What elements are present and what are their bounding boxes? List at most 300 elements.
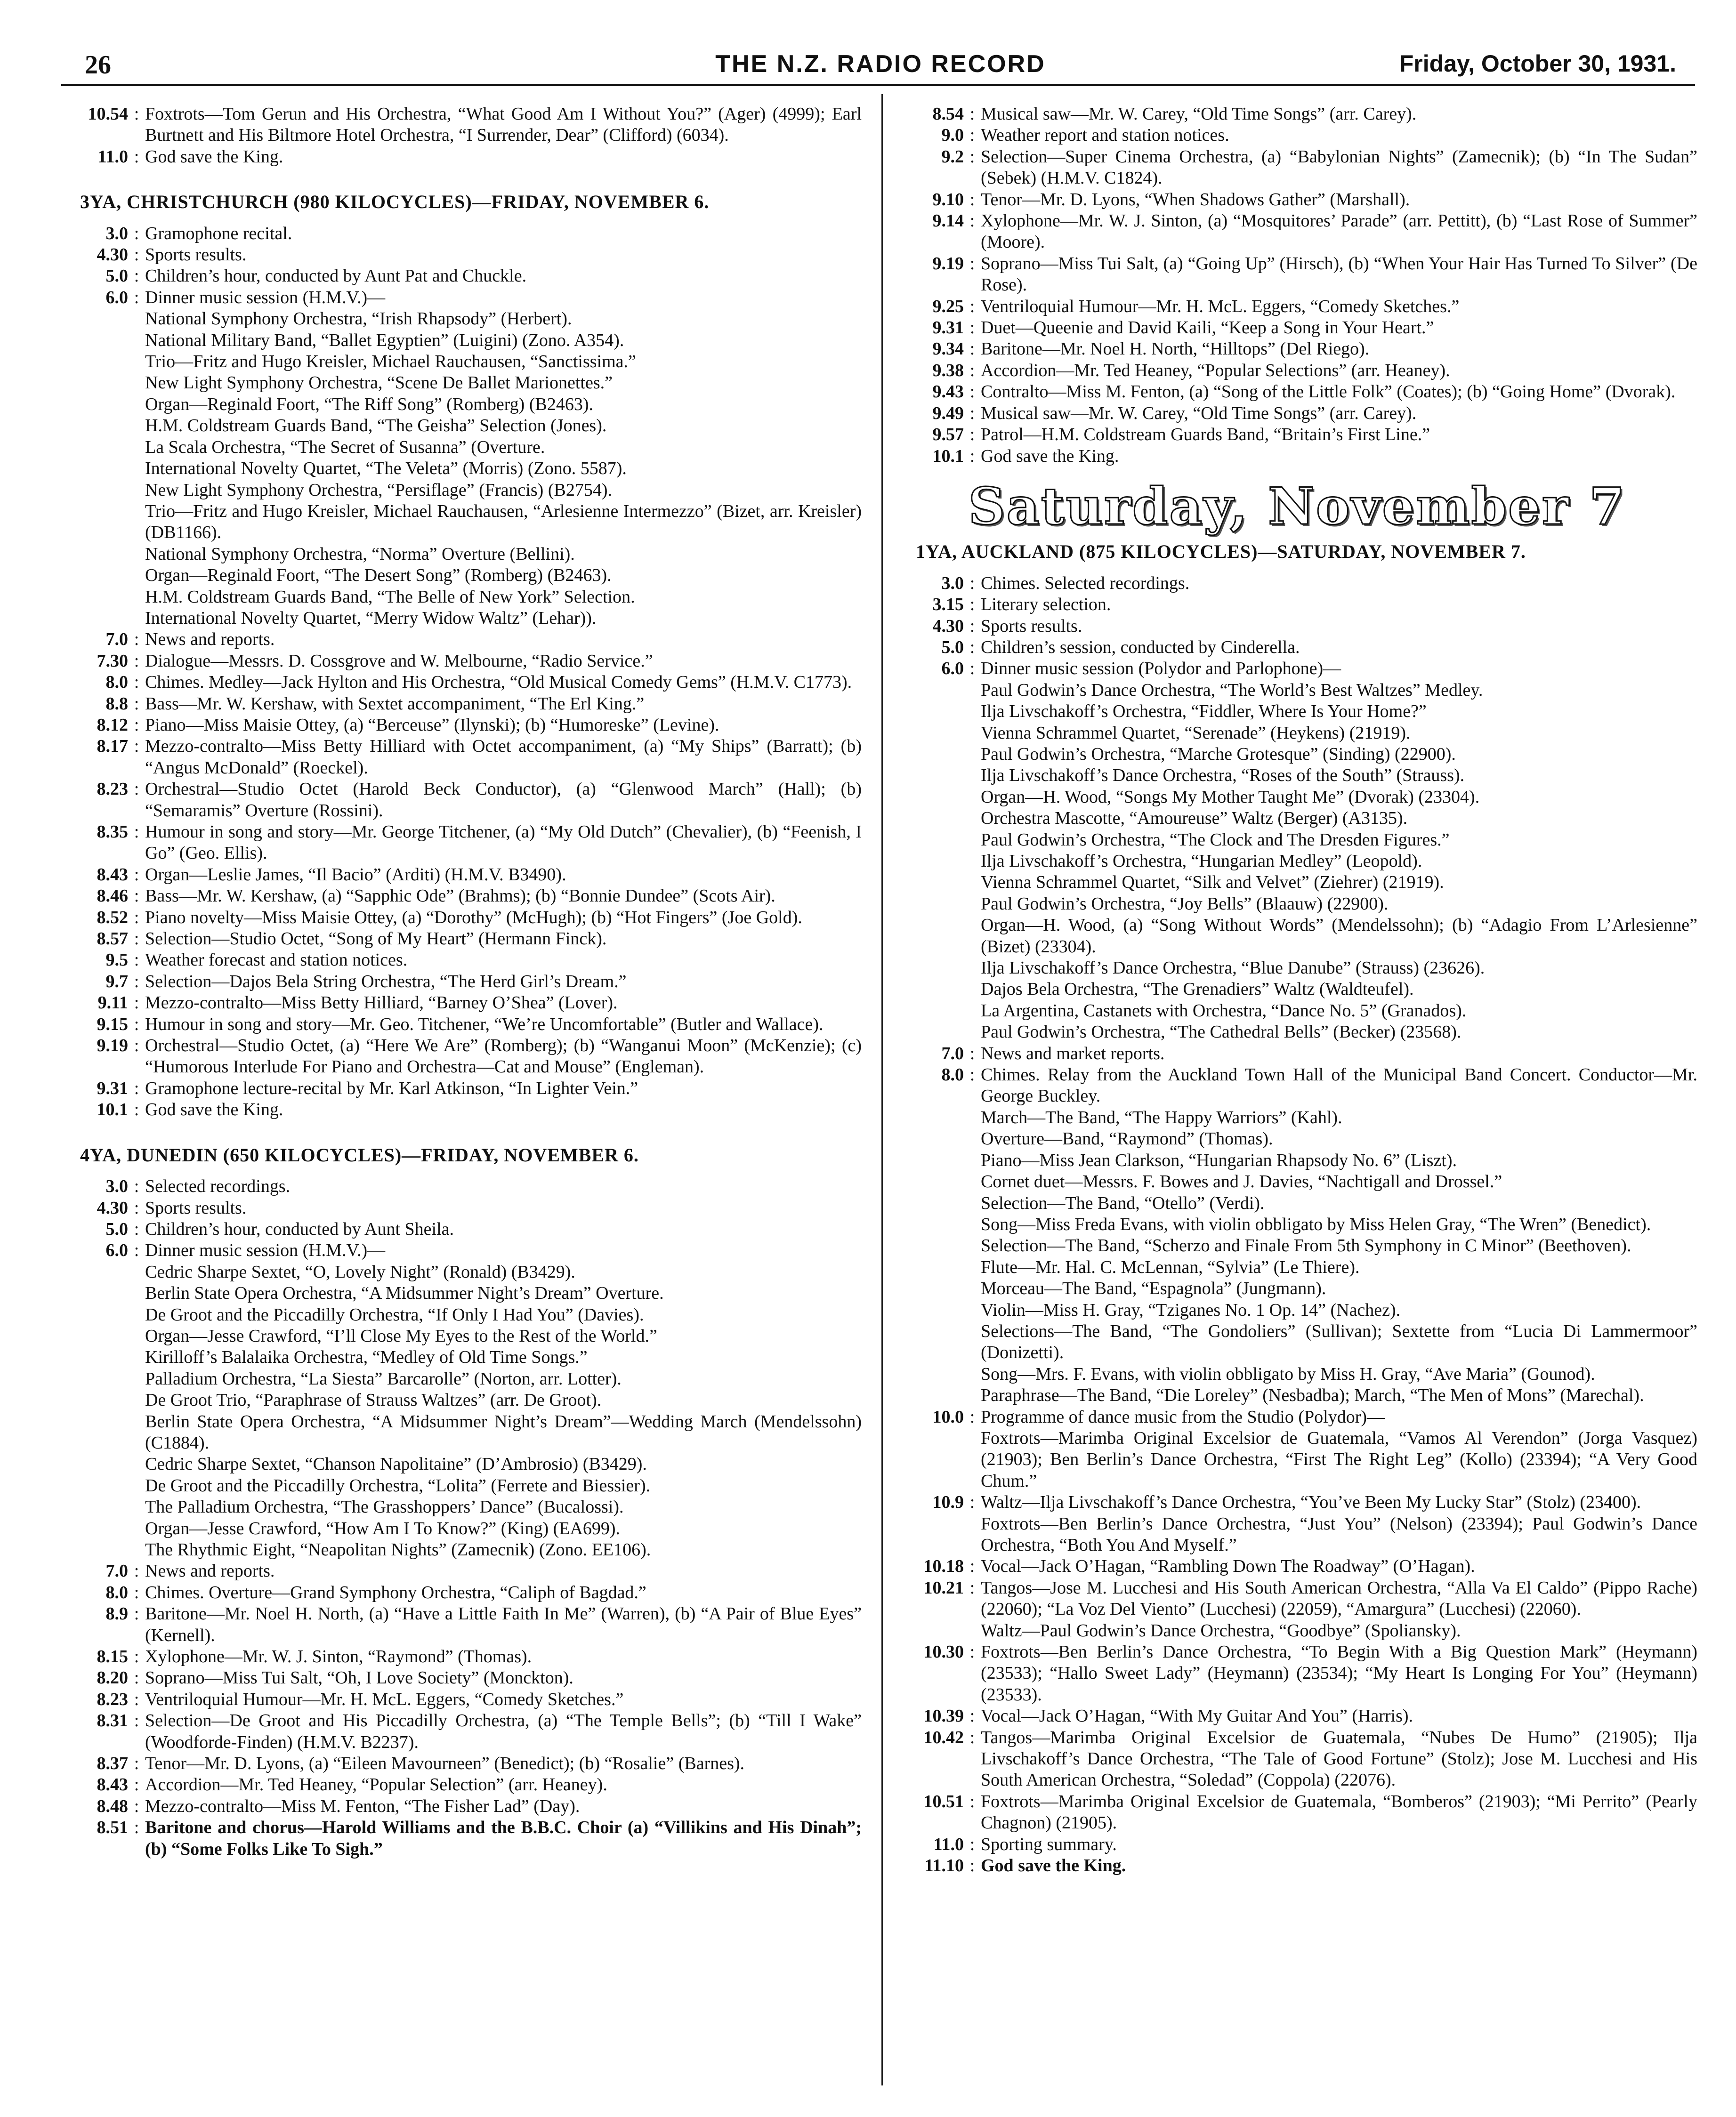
programme-time: 4.30 — [97, 1198, 128, 1218]
time-separator: : — [134, 629, 139, 650]
programme-item — [897, 1727, 1697, 1791]
time-separator: : — [134, 287, 139, 307]
programme-subitem — [61, 1326, 862, 1347]
programme-time: 8.23 — [97, 1689, 128, 1709]
programme-text: Tenor—Mr. D. Lyons, “When Shadows Gather” (Marshall). — [981, 189, 1410, 209]
programme-text: Children’s hour, conducted by Aunt Pat and Chuckle. — [145, 266, 527, 286]
programme-item — [897, 594, 1697, 615]
programme-text: H.M. Coldstream Guards Band, “The Belle of New York” Selection. — [145, 587, 635, 607]
time-separator: : — [134, 1198, 139, 1218]
programme-text: Gramophone recital. — [145, 223, 292, 243]
programme-subitem — [61, 330, 862, 351]
programme-text: Flute—Mr. Hal. C. McLennan, “Sylvia” (Le Thiere). — [981, 1257, 1360, 1277]
programme-text: Foxtrots—Ben Berlin’s Dance Orchestra, “Just You” (Nelson) (23394); Paul Godwin’s Dance Orchestra, “Both You And Myself.” — [981, 1513, 1697, 1555]
programme-time: 10.18 — [923, 1556, 964, 1577]
programme-text: God save the King. — [981, 1856, 1126, 1876]
programme-time: 10.54 — [88, 104, 128, 124]
time-separator: : — [134, 1796, 139, 1816]
programme-text: Humour in song and story—Mr. Geo. Titchener, “We’re Uncomfortable” (Butler and Wallace). — [145, 1014, 824, 1034]
page-number: 26 — [85, 50, 111, 80]
programme-item — [897, 210, 1697, 253]
programme-text: Baritone—Mr. Noel H. North, (a) “Have a Little Faith In Me” (Warren), (b) “A Pair of Blue Eyes” (Kernell). — [145, 1604, 862, 1645]
programme-text: New Light Symphony Orchestra, “Scene De Ballet Marionettes.” — [145, 373, 613, 393]
programme-text: Piano novelty—Miss Maisie Ottey, (a) “Dorothy” (McHugh); (b) “Hot Fingers” (Joe Gold). — [145, 907, 802, 927]
time-separator: : — [134, 1561, 139, 1581]
programme-time: 8.51 — [97, 1818, 128, 1838]
programme-time: 9.5 — [105, 950, 128, 970]
programme-subitem — [61, 415, 862, 436]
time-separator: : — [134, 1604, 139, 1624]
programme-text: Violin—Miss H. Gray, “Tziganes No. 1 Op. 14” (Nachez). — [981, 1300, 1401, 1320]
programme-item — [897, 1706, 1697, 1727]
time-separator: : — [969, 1556, 975, 1577]
programme-time: 9.38 — [932, 360, 964, 380]
programme-item — [897, 317, 1697, 338]
programme-text: Tenor—Mr. D. Lyons, (a) “Eileen Mavourneen” (Benedict); (b) “Rosalie” (Barnes). — [145, 1754, 745, 1774]
programme-item — [897, 125, 1697, 146]
time-separator: : — [969, 446, 975, 466]
programme-item — [61, 1582, 862, 1603]
time-separator: : — [969, 403, 975, 423]
programme-item — [897, 296, 1697, 317]
programme-time: 8.0 — [941, 1065, 964, 1085]
programme-time: 8.0 — [105, 1582, 128, 1602]
programme-time: 10.30 — [923, 1642, 964, 1662]
programme-time: 10.0 — [932, 1407, 964, 1427]
programme-subitem — [61, 1454, 862, 1475]
programme-text: International Novelty Quartet, “The Veleta” (Morris) (Zono. 5587). — [145, 459, 627, 479]
programme-time: 10.42 — [923, 1727, 964, 1747]
programme-text: Dinner music session (H.M.V.)— — [145, 1240, 386, 1261]
programme-time: 8.35 — [97, 822, 128, 842]
programme-time: 4.30 — [932, 616, 964, 636]
programme-text: Weather report and station notices. — [981, 125, 1229, 145]
programme-subitem — [61, 1497, 862, 1518]
programme-time: 10.39 — [923, 1706, 964, 1726]
programme-time: 8.9 — [105, 1604, 128, 1624]
programme-item — [61, 266, 862, 287]
programme-text: Sports results. — [145, 245, 247, 265]
time-separator: : — [134, 971, 139, 991]
programme-text: Sporting summary. — [981, 1834, 1117, 1854]
time-separator: : — [134, 779, 139, 799]
time-separator: : — [969, 1407, 975, 1427]
programme-text: Orchestral—Studio Octet, (a) “Here We Are” (Romberg); (b) “Wanganui Moon” (McKenzie); (c) “Humorous Interlude For Piano and Orchestra—Cat and Mouse” (Engleman). — [145, 1036, 862, 1077]
programme-text: Patrol—H.M. Coldstream Guards Band, “Britain’s First Line.” — [981, 425, 1430, 445]
programme-text: Foxtrots—Ben Berlin’s Dance Orchestra, “To Begin With a Big Question Mark” (Heymann) (23533); “Hallo Sweet Lady” (Heymann) (23534); “My Heart Is Longing For You” (Heymann) (23533). — [981, 1642, 1697, 1705]
programme-item — [61, 146, 862, 168]
programme-text: The Rhythmic Eight, “Neapolitan Nights” (Zamecnik) (Zono. EE106). — [145, 1540, 651, 1560]
time-separator: : — [969, 339, 975, 359]
programme-text: Berlin State Opera Orchestra, “A Midsummer Night’s Dream”—Wedding March (Mendelssohn) (C1884). — [145, 1411, 862, 1453]
programme-text: Cornet duet—Messrs. F. Bowes and J. Davies, “Nachtigall and Drossel.” — [981, 1172, 1502, 1192]
time-separator: : — [134, 651, 139, 671]
programme-subitem — [897, 787, 1697, 808]
programme-item — [897, 658, 1697, 679]
programme-text: Organ—Reginald Foort, “The Desert Song” (Romberg) (B2463). — [145, 565, 612, 586]
programme-subitem — [897, 1620, 1697, 1642]
programme-text: News and reports. — [145, 629, 275, 650]
programme-subitem — [61, 480, 862, 501]
programme-item — [61, 629, 862, 650]
programme-item — [897, 446, 1697, 467]
programme-item — [61, 223, 862, 244]
programme-text: Mezzo-contralto—Miss Betty Hilliard with Octet accompaniment, (a) “My Ships” (Barratt); (b) “Angus McDonald” (Roeckel). — [145, 736, 862, 778]
programme-subitem — [61, 1368, 862, 1390]
time-separator: : — [969, 573, 975, 593]
programme-text: Bass—Mr. W. Kershaw, (a) “Sapphic Ode” (Brahms); (b) “Bonnie Dundee” (Scots Air). — [145, 886, 775, 906]
programme-time: 8.0 — [105, 672, 128, 692]
programme-text: Mezzo-contralto—Miss Betty Hilliard, “Barney O’Shea” (Lover). — [145, 993, 618, 1013]
programme-item — [61, 1561, 862, 1582]
time-separator: : — [969, 595, 975, 615]
programme-subitem — [897, 1214, 1697, 1235]
programme-text: Bass—Mr. W. Kershaw, with Sextet accompaniment, “The Erl King.” — [145, 693, 645, 714]
programme-item — [897, 1642, 1697, 1706]
programme-item — [61, 1667, 862, 1689]
time-separator: : — [134, 950, 139, 970]
time-separator: : — [134, 1689, 139, 1709]
programme-item — [61, 693, 862, 715]
programme-subitem — [61, 1283, 862, 1304]
programme-time: 9.19 — [932, 253, 964, 274]
time-separator: : — [969, 1065, 975, 1085]
programme-text: Foxtrots—Marimba Original Excelsior de Guatemala, “Vamos Al Verendon” (Jorga Vasquez) (21903); Ben Berlin’s Dance Orchestra, “First The Right Leg” (Kollo) (23394); “A Very Good Chum.” — [981, 1428, 1697, 1491]
time-separator: : — [134, 1775, 139, 1795]
programme-text: National Symphony Orchestra, “Norma” Overture (Bellini). — [145, 544, 575, 564]
programme-text: Selection—De Groot and His Piccadilly Orchestra, (a) “The Temple Bells”; (b) “Till I Wake” (Woodforde-Finden) (H.M.V. B2237). — [145, 1711, 862, 1752]
programme-text: Organ—Jesse Crawford, “I’ll Close My Eyes to the Rest of the World.” — [145, 1326, 657, 1346]
header-rule — [61, 84, 1695, 86]
programme-item — [61, 950, 862, 971]
programme-text: Organ—Reginald Foort, “The Riff Song” (Romberg) (B2463). — [145, 394, 593, 414]
programme-subitem — [897, 851, 1697, 872]
programme-text: March—The Band, “The Happy Warriors” (Kahl). — [981, 1107, 1342, 1127]
programme-text: Selection—Super Cinema Orchestra, (a) “Babylonian Nights” (Zamecnik); (b) “In The Sudan” (Sebek) (H.M.V. C1824). — [981, 146, 1697, 188]
time-separator: : — [134, 223, 139, 243]
time-separator: : — [134, 104, 139, 124]
time-separator: : — [969, 1727, 975, 1747]
programme-time: 9.19 — [97, 1036, 128, 1056]
time-separator: : — [969, 360, 975, 380]
programme-time: 8.48 — [97, 1796, 128, 1816]
programme-text: The Palladium Orchestra, “The Grasshoppers’ Dance” (Bucalossi). — [145, 1497, 624, 1517]
programme-subitem — [61, 501, 862, 544]
programme-time: 8.15 — [97, 1647, 128, 1667]
programme-text: Paul Godwin’s Orchestra, “Joy Bells” (Blaauw) (22900). — [981, 893, 1389, 914]
time-separator: : — [134, 822, 139, 842]
time-separator: : — [134, 886, 139, 906]
programme-text: Chimes. Overture—Grand Symphony Orchestra, “Caliph of Bagdad.” — [145, 1582, 646, 1602]
programme-text: Programme of dance music from the Studio (Polydor)— — [981, 1407, 1385, 1427]
time-separator: : — [134, 672, 139, 692]
programme-time: 9.25 — [932, 296, 964, 316]
time-separator: : — [134, 266, 139, 286]
programme-item — [61, 244, 862, 266]
time-separator: : — [134, 693, 139, 714]
programme-text: Dialogue—Messrs. D. Cossgrove and W. Melbourne, “Radio Service.” — [145, 651, 653, 671]
programme-item — [61, 907, 862, 928]
time-separator: : — [969, 318, 975, 338]
programme-item — [61, 1014, 862, 1035]
programme-time: 8.54 — [932, 104, 964, 124]
programme-time: 8.43 — [97, 864, 128, 885]
time-separator: : — [134, 245, 139, 265]
programme-time: 8.43 — [97, 1775, 128, 1795]
programme-text: Accordion—Mr. Ted Heaney, “Popular Selections” (arr. Heaney). — [981, 360, 1450, 380]
programme-text: Literary selection. — [981, 595, 1111, 615]
programme-time: 8.17 — [97, 736, 128, 757]
publication-title: THE N.Z. RADIO RECORD — [715, 50, 1046, 78]
programme-text: Paraphrase—The Band, “Die Loreley” (Nesbadba); March, “The Men of Mons” (Marechal). — [981, 1385, 1644, 1406]
time-separator: : — [969, 211, 975, 231]
programme-text: De Groot and the Piccadilly Orchestra, “If Only I Had You” (Davies). — [145, 1304, 644, 1325]
programme-item — [61, 287, 862, 308]
programme-time: 7.0 — [105, 1561, 128, 1581]
programme-item — [897, 637, 1697, 658]
programme-item — [897, 1855, 1697, 1876]
programme-item — [61, 1796, 862, 1817]
programme-subitem — [61, 1475, 862, 1497]
programme-subitem — [897, 1000, 1697, 1022]
programme-item — [897, 1043, 1697, 1064]
programme-time: 5.0 — [105, 1219, 128, 1239]
programme-text: Ilja Livschakoff’s Dance Orchestra, “Roses of the South” (Strauss). — [981, 765, 1465, 786]
programme-text: Chimes. Medley—Jack Hylton and His Orchestra, “Old Musical Comedy Gems” (H.M.V. C1773). — [145, 672, 852, 692]
programme-text: God save the King. — [145, 146, 283, 167]
programme-subitem — [61, 351, 862, 372]
programme-item — [61, 992, 862, 1014]
time-separator: : — [134, 864, 139, 885]
time-separator: : — [134, 1219, 139, 1239]
programme-item — [897, 1556, 1697, 1577]
programme-subitem — [61, 1518, 862, 1539]
programme-text: Palladium Orchestra, “La Siesta” Barcarolle” (Norton, arr. Lotter). — [145, 1368, 622, 1389]
programme-subitem — [897, 1364, 1697, 1385]
programme-time: 8.57 — [97, 929, 128, 949]
time-separator: : — [969, 1791, 975, 1811]
programme-time: 6.0 — [105, 1240, 128, 1261]
programme-text: Weather forecast and station notices. — [145, 950, 408, 970]
programme-subitem — [897, 1150, 1697, 1171]
programme-item — [61, 1603, 862, 1646]
programme-time: 6.0 — [941, 659, 964, 679]
programme-time: 11.0 — [933, 1834, 964, 1854]
programme-time: 9.31 — [932, 318, 964, 338]
programme-item — [61, 1710, 862, 1753]
programme-text: Paul Godwin’s Orchestra, “The Cathedral Bells” (Becker) (23568). — [981, 1022, 1461, 1042]
time-separator: : — [969, 146, 975, 167]
time-separator: : — [969, 1578, 975, 1598]
programme-text: Organ—H. Wood, (a) “Song Without Words” (Mendelssohn); (b) “Adagio From L’Arlesienne” (Bizet) (23304). — [981, 915, 1697, 957]
programme-text: Sports results. — [981, 616, 1082, 636]
time-separator: : — [969, 1492, 975, 1513]
programme-time: 9.11 — [97, 993, 128, 1013]
programme-text: La Scala Orchestra, “The Secret of Susanna” (Overture. — [145, 437, 545, 457]
programme-subitem — [61, 458, 862, 479]
programme-text: Chimes. Selected recordings. — [981, 573, 1190, 593]
time-separator: : — [969, 296, 975, 316]
time-separator: : — [134, 1176, 139, 1197]
programme-text: God save the King. — [981, 446, 1119, 466]
programme-text: Ilja Livschakoff’s Dance Orchestra, “Blue Danube” (Strauss) (23626). — [981, 958, 1485, 978]
programme-text: Vienna Schrammel Quartet, “Silk and Velvet” (Ziehrer) (21919). — [981, 872, 1444, 893]
programme-time: 8.31 — [97, 1711, 128, 1731]
column-divider — [881, 94, 883, 2085]
programme-time: 7.0 — [941, 1043, 964, 1063]
programme-subitem — [897, 701, 1697, 722]
time-separator: : — [969, 104, 975, 124]
programme-time: 6.0 — [105, 287, 128, 307]
time-separator: : — [969, 637, 975, 657]
programme-item — [61, 1689, 862, 1710]
programme-subitem — [61, 1411, 862, 1454]
programme-subitem — [897, 1321, 1697, 1364]
programme-time: 7.0 — [105, 629, 128, 650]
programme-time: 9.31 — [97, 1078, 128, 1098]
station-heading: 3YA, CHRISTCHURCH (980 KILOCYCLES)—FRIDAY, NOVEMBER 6. — [80, 191, 710, 213]
time-separator: : — [134, 929, 139, 949]
programme-subitem — [61, 1390, 862, 1411]
programme-subitem — [897, 1513, 1697, 1556]
programme-subitem — [897, 893, 1697, 915]
programme-subitem — [897, 1300, 1697, 1321]
programme-item — [897, 1834, 1697, 1855]
programme-item — [61, 779, 862, 821]
programme-subitem — [61, 1304, 862, 1326]
programme-text: Dajos Bela Orchestra, “The Grenadiers” Waltz (Waldteufel). — [981, 979, 1414, 999]
programme-text: Piano—Miss Jean Clarkson, “Hungarian Rhapsody No. 6” (Liszt). — [981, 1150, 1457, 1170]
programme-text: La Argentina, Castanets with Orchestra, “Dance No. 5” (Granados). — [981, 1000, 1467, 1021]
programme-text: Cedric Sharpe Sextet, “O, Lovely Night” (Ronald) (B3429). — [145, 1262, 575, 1282]
programme-time: 11.10 — [924, 1856, 964, 1876]
time-separator: : — [134, 1668, 139, 1688]
programme-item — [897, 573, 1697, 594]
programme-item — [897, 253, 1697, 296]
programme-subitem — [61, 587, 862, 608]
programme-time: 8.20 — [97, 1668, 128, 1688]
programme-text: De Groot Trio, “Paraphrase of Strauss Waltzes” (arr. De Groot). — [145, 1390, 602, 1410]
programme-text: Children’s session, conducted by Cinderella. — [981, 637, 1300, 657]
programme-item — [897, 1407, 1697, 1428]
programme-subitem — [61, 437, 862, 458]
time-separator: : — [969, 616, 975, 636]
programme-text: Berlin State Opera Orchestra, “A Midsummer Night’s Dream” Overture. — [145, 1283, 664, 1304]
programme-text: News and reports. — [145, 1561, 275, 1581]
programme-time: 5.0 — [105, 266, 128, 286]
programme-text: National Symphony Orchestra, “Irish Rhapsody” (Herbert). — [145, 309, 572, 329]
programme-subitem — [61, 544, 862, 565]
programme-text: Song—Mrs. F. Evans, with violin obbligato by Miss H. Gray, “Ave Maria” (Gounod). — [981, 1364, 1595, 1384]
time-separator: : — [134, 1711, 139, 1731]
programme-text: Baritone—Mr. Noel H. North, “Hilltops” (Del Riego). — [981, 339, 1370, 359]
programme-time: 8.52 — [97, 907, 128, 927]
programme-text: Waltz—Ilja Livschakoff’s Dance Orchestra, “You’ve Been My Lucky Star” (Stolz) (23400). — [981, 1492, 1641, 1513]
programme-subitem — [61, 1539, 862, 1561]
programme-item — [61, 104, 862, 146]
programme-time: 9.49 — [932, 403, 964, 423]
programme-subitem — [897, 1193, 1697, 1214]
programme-time: 9.34 — [932, 339, 964, 359]
time-separator: : — [134, 715, 139, 735]
programme-time: 4.30 — [97, 245, 128, 265]
programme-item — [61, 715, 862, 736]
programme-time: 10.9 — [932, 1492, 964, 1513]
programme-time: 9.57 — [932, 425, 964, 445]
time-separator: : — [134, 1754, 139, 1774]
programme-text: H.M. Coldstream Guards Band, “The Geisha” Selection (Jones). — [145, 416, 607, 436]
programme-item — [897, 1064, 1697, 1107]
programme-text: Soprano—Miss Tui Salt, “Oh, I Love Society” (Monckton). — [145, 1668, 573, 1688]
programme-item — [61, 928, 862, 950]
programme-text: Soprano—Miss Tui Salt, (a) “Going Up” (Hirsch), (b) “When Your Hair Has Turned To Silver” (De Rose). — [981, 253, 1697, 295]
programme-item — [61, 1817, 862, 1860]
programme-text: Selections—The Band, “The Gondoliers” (Sullivan); Sextette from “Lucia Di Lammermoor” (Donizetti). — [981, 1321, 1697, 1363]
programme-text: Contralto—Miss M. Fenton, (a) “Song of the Little Folk” (Coates); (b) “Going Home” (Dvorak). — [981, 382, 1676, 402]
programme-item — [61, 1078, 862, 1099]
programme-time: 8.37 — [97, 1754, 128, 1774]
programme-text: Duet—Queenie and David Kaili, “Keep a Song in Your Heart.” — [981, 318, 1434, 338]
programme-item — [897, 424, 1697, 445]
programme-time: 8.23 — [97, 779, 128, 799]
programme-text: Musical saw—Mr. W. Carey, “Old Time Songs” (arr. Carey). — [981, 403, 1417, 423]
time-separator: : — [969, 659, 975, 679]
programme-item — [897, 338, 1697, 360]
programme-item — [897, 1578, 1697, 1620]
programme-text: Selection—The Band, “Scherzo and Finale From 5th Symphony in C Minor” (Beethoven). — [981, 1236, 1631, 1256]
programme-item — [897, 189, 1697, 210]
programme-subitem — [897, 915, 1697, 958]
programme-subitem — [897, 1385, 1697, 1406]
programme-subitem — [897, 1428, 1697, 1492]
programme-subitem — [897, 680, 1697, 701]
programme-time: 10.1 — [97, 1100, 128, 1120]
programme-text: Dinner music session (H.M.V.)— — [145, 287, 386, 307]
programme-text: Baritone and chorus—Harold Williams and the B.B.C. Choir (a) “Villikins and His Dinah”; (b) “Some Folks Like To Sigh.” — [145, 1818, 862, 1859]
programme-item — [897, 360, 1697, 381]
programme-text: Paul Godwin’s Orchestra, “The Clock and The Dresden Figures.” — [981, 829, 1450, 850]
programme-item — [61, 1774, 862, 1795]
programme-text: Foxtrots—Marimba Original Excelsior de Guatemala, “Bomberos” (21903); “Mi Perrito” (Pearly Chagnon) (21905). — [981, 1791, 1697, 1833]
programme-time: 3.15 — [932, 595, 964, 615]
programme-text: Ventriloquial Humour—Mr. H. McL. Eggers, “Comedy Sketches.” — [981, 296, 1460, 316]
time-separator: : — [969, 189, 975, 209]
programme-time: 8.46 — [97, 886, 128, 906]
programme-subitem — [897, 979, 1697, 1000]
station-heading: 4YA, DUNEDIN (650 KILOCYCLES)—FRIDAY, NOVEMBER 6. — [80, 1144, 639, 1166]
programme-time: 10.1 — [932, 446, 964, 466]
programme-text: Accordion—Mr. Ted Heaney, “Popular Selection” (arr. Heaney). — [145, 1775, 607, 1795]
time-separator: : — [134, 1100, 139, 1120]
programme-text: Xylophone—Mr. W. J. Sinton, (a) “Mosquitores’ Parade” (arr. Pettitt), (b) “Last Rose of Summer” (Moore). — [981, 211, 1697, 252]
programme-item — [61, 736, 862, 779]
programme-text: Cedric Sharpe Sextet, “Chanson Napolitaine” (D’Ambrosio) (B3429). — [145, 1454, 647, 1474]
programme-text: News and market reports. — [981, 1043, 1165, 1063]
programme-item — [897, 403, 1697, 424]
programme-text: Orchestra Mascotte, “Amoureuse” Waltz (Berger) (A3135). — [981, 808, 1408, 829]
programme-time: 9.7 — [105, 971, 128, 991]
programme-time: 3.0 — [105, 1176, 128, 1197]
time-separator: : — [969, 1642, 975, 1662]
programme-item — [61, 821, 862, 864]
programme-item — [61, 1198, 862, 1219]
programme-text: Mezzo-contralto—Miss M. Fenton, “The Fisher Lad” (Day). — [145, 1796, 580, 1816]
programme-text: Ilja Livschakoff’s Orchestra, “Fiddler, Where Is Your Home?” — [981, 701, 1427, 722]
time-separator: : — [969, 125, 975, 145]
programme-text: Gramophone lecture-recital by Mr. Karl Atkinson, “In Lighter Vein.” — [145, 1078, 638, 1098]
time-separator: : — [969, 1834, 975, 1854]
time-separator: : — [134, 146, 139, 167]
